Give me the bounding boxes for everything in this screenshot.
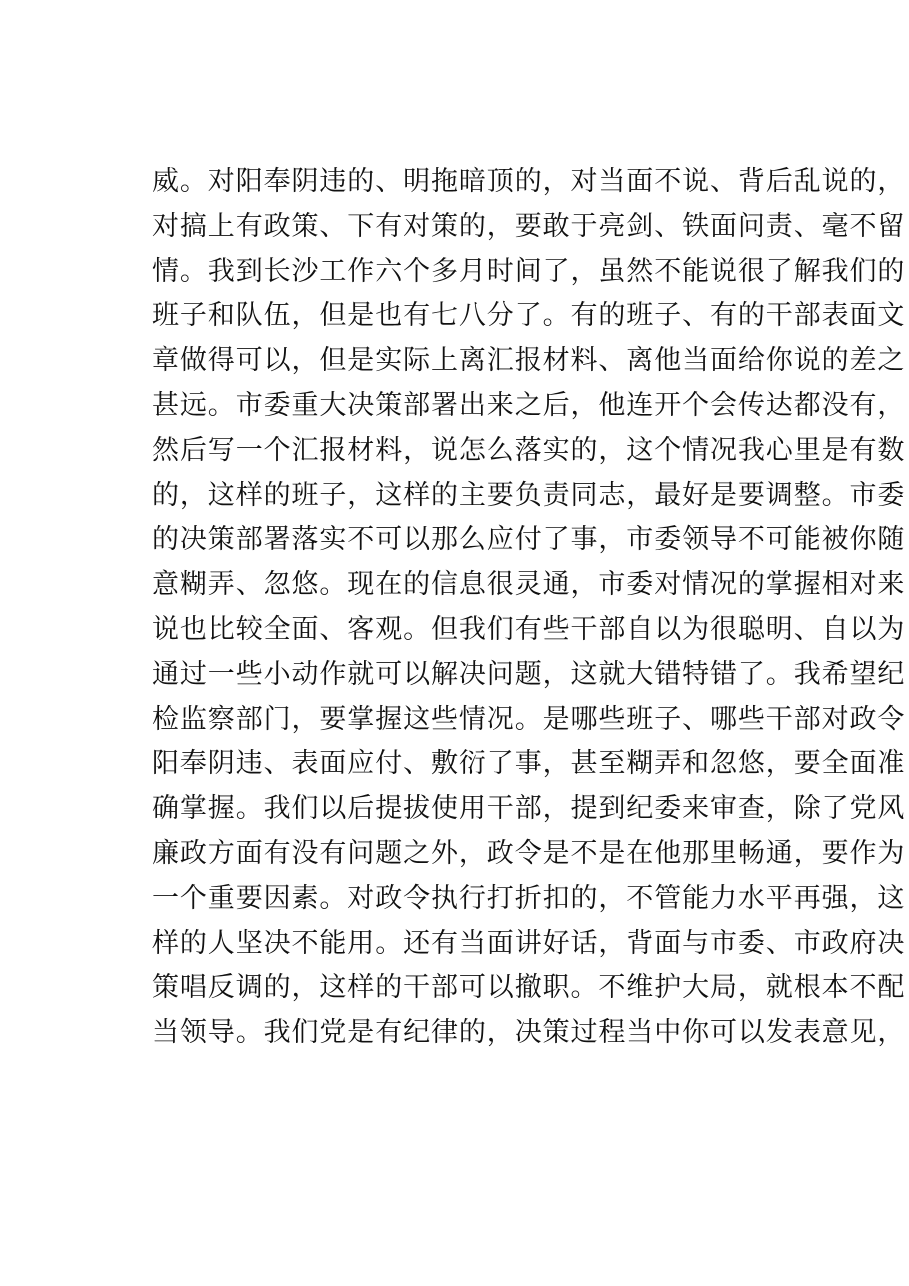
text-line: 甚远。市委重大决策部署出来之后，他连开个会传达都没有，	[152, 389, 906, 421]
text-line: 的，这样的班子，这样的主要负责同志，最好是要调整。市委	[152, 479, 906, 511]
text-line: 威。对阳奉阴违的、明拖暗顶的，对当面不说、背后乱说的，	[152, 166, 906, 197]
text-line: 意糊弄、忽悠。现在的信息很灵通，市委对情况的掌握相对来	[152, 569, 906, 601]
text-line: 阳奉阴违、表面应付、敷衍了事，甚至糊弄和忽悠，要全面准	[152, 748, 906, 780]
text-line: 一个重要因素。对政令执行打折扣的，不管能力水平再强，这	[152, 882, 906, 914]
text-line: 通过一些小动作就可以解决问题，这就大错特错了。我希望纪	[152, 658, 906, 690]
text-line: 策唱反调的，这样的干部可以撤职。不维护大局，就根本不配	[152, 972, 906, 1004]
text-line: 情。我到长沙工作六个多月时间了，虽然不能说很了解我们的	[152, 255, 906, 287]
text-line: 章做得可以，但是实际上离汇报材料、离他当面给你说的差之	[152, 345, 906, 377]
text-line: 检监察部门，要掌握这些情况。是哪些班子、哪些干部对政令	[152, 703, 906, 735]
text-line: 说也比较全面、客观。但我们有些干部自以为很聪明、自以为	[152, 613, 906, 645]
body-text	[152, 160, 906, 1056]
text-line: 然后写一个汇报材料，说怎么落实的，这个情况我心里是有数	[152, 434, 906, 466]
text-line: 廉政方面有没有问题之外，政令是不是在他那里畅通，要作为	[152, 837, 906, 869]
text-line: 对搞上有政策、下有对策的，要敢于亮剑、铁面问责、毫不留	[152, 210, 906, 242]
text-line: 当领导。我们党是有纪律的，决策过程当中你可以发表意见，	[152, 1017, 906, 1049]
text-line: 的决策部署落实不可以那么应付了事，市委领导不可能被你随	[152, 524, 906, 556]
text-line: 班子和队伍，但是也有七八分了。有的班子、有的干部表面文	[152, 300, 906, 332]
text-line: 样的人坚决不能用。还有当面讲好话，背面与市委、市政府决	[152, 927, 906, 959]
text-line: 确掌握。我们以后提拔使用干部，提到纪委来审查，除了党风	[152, 793, 906, 825]
